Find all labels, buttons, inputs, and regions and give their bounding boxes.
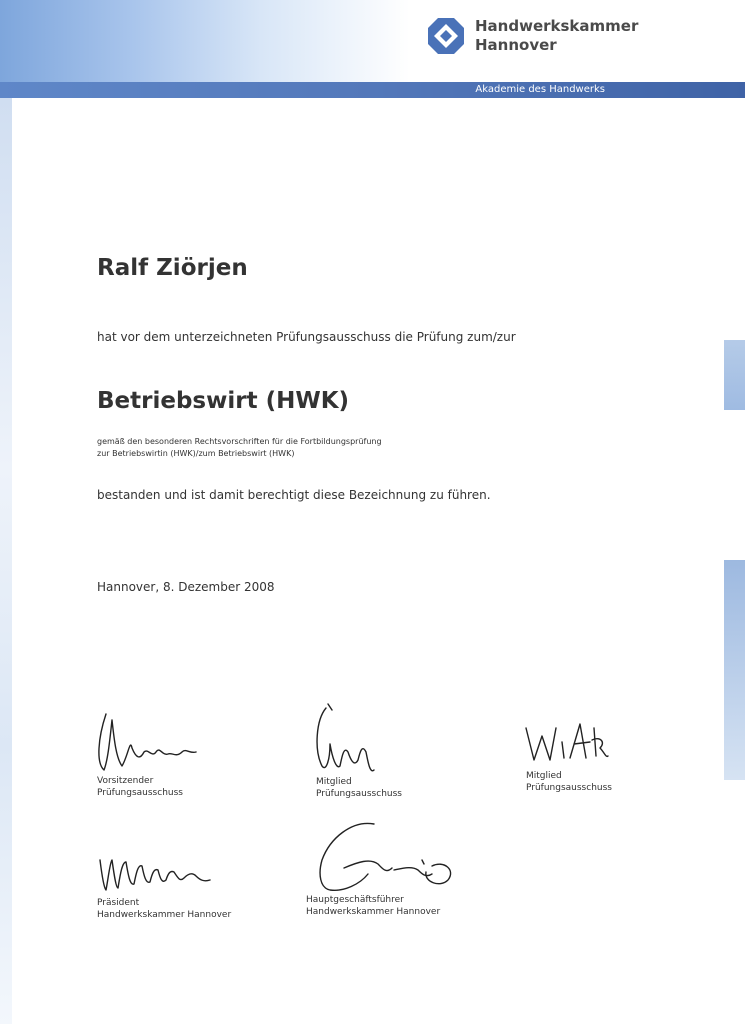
logo-line2: Hannover	[475, 36, 557, 54]
decorative-band	[723, 560, 745, 780]
signature-role: Hauptgeschäftsführer	[306, 895, 404, 905]
strip-label: Akademie des Handwerks	[475, 84, 605, 95]
signature-body: Prüfungsausschuss	[526, 783, 612, 793]
intro-text: hat vor dem unterzeichneten Prüfungsausschuss die Prüfung zum/zur	[97, 330, 516, 344]
qualification-title: Betriebswirt (HWK)	[97, 388, 350, 414]
signature-role: Präsident	[97, 898, 140, 908]
header-strip	[0, 82, 745, 98]
hwk-logo-icon	[428, 18, 464, 54]
signature-chairman	[92, 708, 202, 778]
decorative-band	[723, 340, 745, 410]
signature-member-1	[308, 700, 388, 780]
signature-body: Handwerkskammer Hannover	[97, 910, 232, 920]
signature-body: Handwerkskammer Hannover	[306, 907, 441, 917]
legal-text-line2: zur Betriebswirtin (HWK)/zum Betriebswirt (HWK)	[97, 449, 295, 458]
signature-label-member-2	[526, 770, 612, 794]
passed-text: bestanden und ist damit berechtigt diese Bezeichnung zu führen.	[97, 488, 491, 502]
signature-body: Prüfungsausschuss	[316, 789, 402, 799]
signature-president	[96, 840, 216, 900]
place-date: Hannover, 8. Dezember 2008	[97, 580, 275, 594]
recipient-name: Ralf Ziörjen	[97, 255, 248, 281]
signature-label-president	[97, 897, 231, 921]
logo-line1: Handwerkskammer	[475, 17, 639, 35]
signature-member-2	[520, 718, 610, 768]
signature-role: Vorsitzender	[97, 776, 154, 786]
signature-label-managing-director	[306, 894, 440, 918]
signature-role: Mitglied	[316, 777, 352, 787]
signature-role: Mitglied	[526, 771, 562, 781]
legal-text-line1: gemäß den besonderen Rechtsvorschriften für die Fortbildungsprüfung	[97, 437, 382, 446]
signature-label-chairman	[97, 775, 183, 799]
logo-text	[475, 17, 638, 55]
signature-label-member-1	[316, 776, 402, 800]
signature-managing-director	[308, 818, 458, 898]
decorative-edge	[0, 98, 12, 1024]
signature-body: Prüfungsausschuss	[97, 788, 183, 798]
